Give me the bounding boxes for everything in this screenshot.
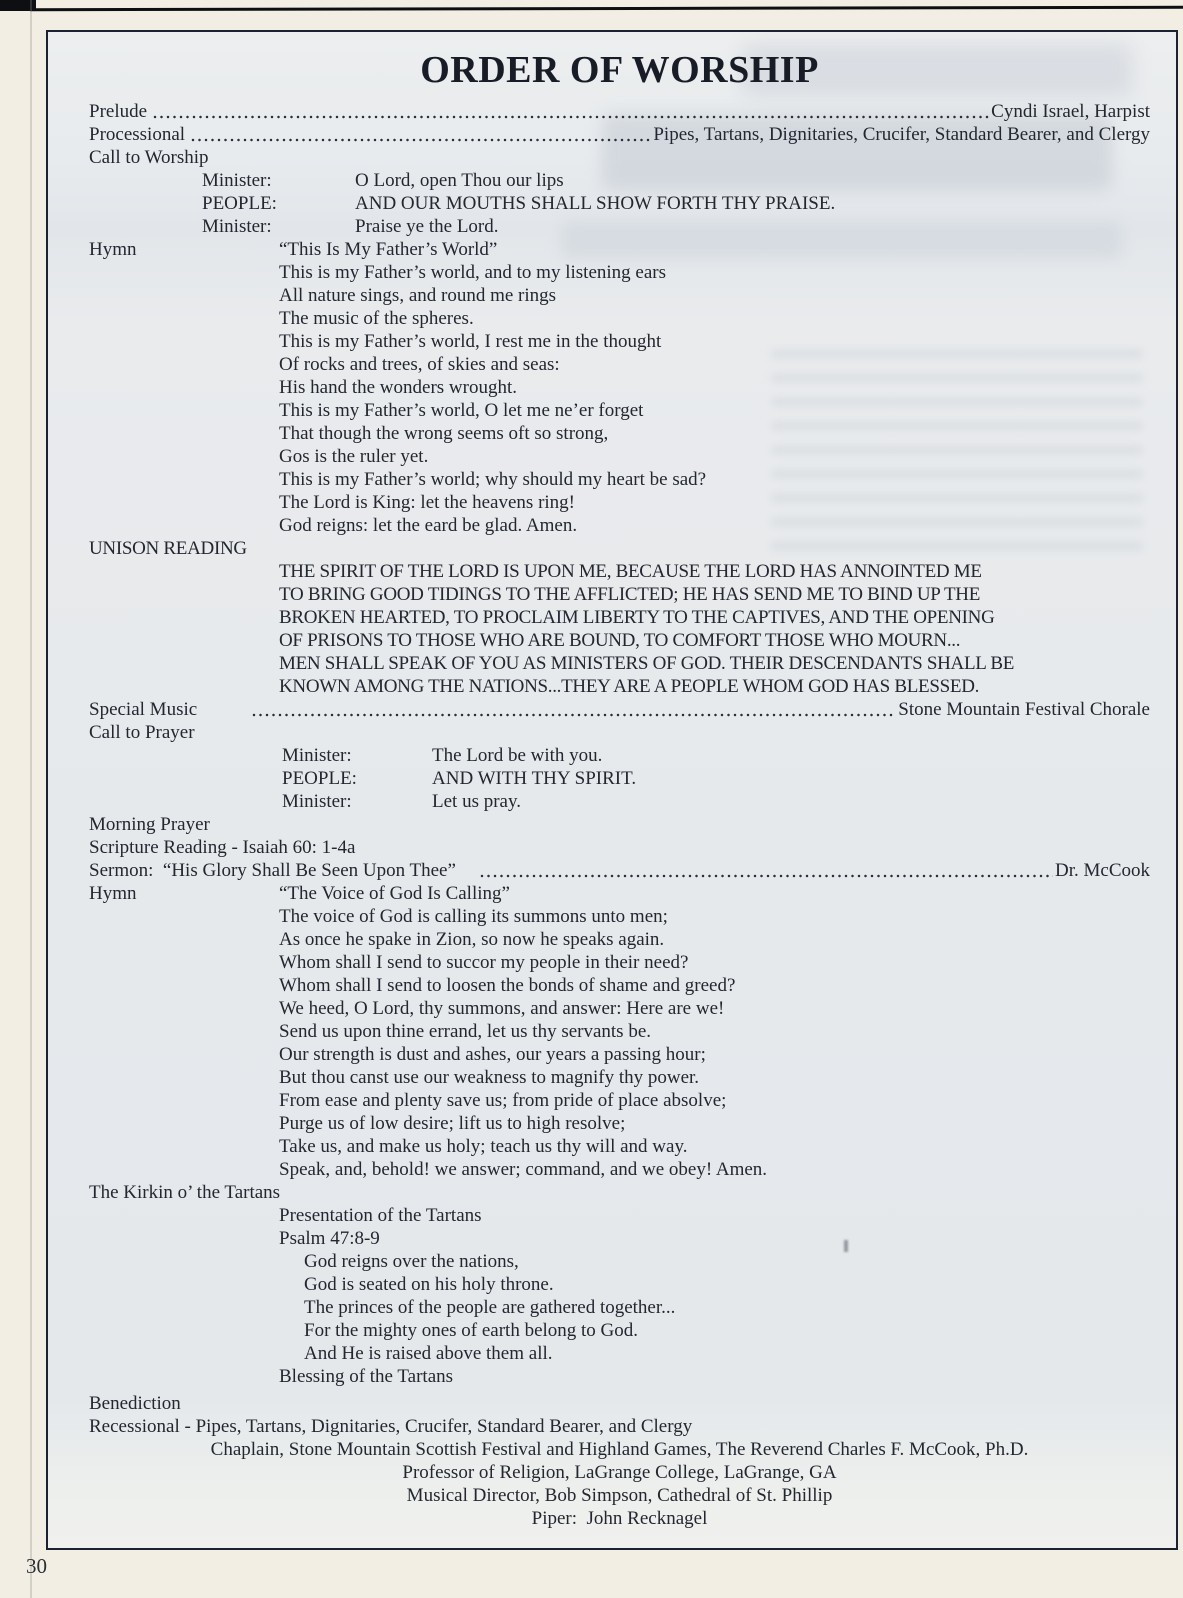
hymn2-verse-line: Take us, and make us holy; teach us thy will and way. bbox=[279, 1136, 688, 1157]
kirkin-blessing: Blessing of the Tartans bbox=[279, 1366, 454, 1387]
dialogue-row bbox=[202, 169, 1150, 192]
special-music-performer: Stone Mountain Festival Chorale bbox=[898, 699, 1150, 720]
hymn1-label: Hymn bbox=[89, 239, 137, 260]
dialogue-row bbox=[202, 215, 1150, 238]
hymn1-verse-line: That though the wrong seems oft so strong, bbox=[279, 423, 609, 444]
hymn1-title: “This Is My Father’s World” bbox=[279, 239, 498, 260]
hymn1-row bbox=[89, 238, 1150, 261]
hymn2-title: “The Voice of God Is Calling” bbox=[279, 883, 510, 904]
page-crease bbox=[30, 0, 32, 1598]
call-to-prayer-label: Call to Prayer bbox=[89, 722, 195, 743]
dialogue-row bbox=[282, 790, 1150, 813]
hymn2-verse-line: As once he spake in Zion, so now he speaks again. bbox=[279, 929, 665, 950]
kirkin-presentation: Presentation of the Tartans bbox=[279, 1205, 482, 1226]
processional-label: Processional bbox=[89, 124, 186, 145]
kirkin-label: The Kirkin o’ the Tartans bbox=[89, 1182, 281, 1203]
page-title: ORDER OF WORSHIP bbox=[420, 49, 819, 91]
hymn1-verse-line: This is my Father’s world, O let me ne’er forget bbox=[279, 400, 644, 421]
unison-reading-line: BROKEN HEARTED, TO PROCLAIM LIBERTY TO THE CAPTIVES, AND THE OPENING bbox=[279, 607, 995, 628]
prelude-performer: Cyndi Israel, Harpist bbox=[991, 101, 1150, 122]
dialogue-speaker: PEOPLE: bbox=[202, 193, 277, 214]
prelude-label: Prelude bbox=[89, 101, 148, 122]
special-music-label: Special Music bbox=[89, 699, 198, 720]
unison-reading-line: THE SPIRIT OF THE LORD IS UPON ME, BECAUSE THE LORD HAS ANNOINTED ME bbox=[279, 561, 982, 582]
dialogue-text: The Lord be with you. bbox=[432, 745, 603, 766]
hymn1-verse-line: Gos is the ruler yet. bbox=[279, 446, 429, 467]
sermon-preacher: Dr. McCook bbox=[1055, 860, 1150, 881]
credit-line: Professor of Religion, LaGrange College, LaGrange, GA bbox=[402, 1462, 837, 1483]
sermon-row bbox=[89, 859, 1150, 882]
psalm-line: For the mighty ones of earth belong to God. bbox=[304, 1320, 639, 1341]
sermon-label: Sermon: “His Glory Shall Be Seen Upon Thee” bbox=[89, 860, 456, 881]
hymn2-verse-line: Speak, and, behold! we answer; command, and we obey! Amen. bbox=[279, 1159, 768, 1180]
hymn1-verse-line: This is my Father’s world, I rest me in the thought bbox=[279, 331, 662, 352]
unison-reading-line: TO BRING GOOD TIDINGS TO THE AFFLICTED; HE HAS SEND ME TO BIND UP THE bbox=[279, 584, 980, 605]
prelude-row bbox=[89, 100, 1150, 123]
special-music-row bbox=[89, 698, 1150, 721]
unison-reading-line: OF PRISONS TO THOSE WHO ARE BOUND, TO COMFORT THOSE WHO MOURN... bbox=[279, 630, 961, 651]
dialogue-speaker: Minister: bbox=[202, 170, 272, 191]
leader-dots bbox=[153, 115, 989, 119]
hymn2-verse-line: But thou canst use our weakness to magnify thy power. bbox=[279, 1067, 700, 1088]
hymn1-verse-line: Of rocks and trees, of skies and seas: bbox=[279, 354, 560, 375]
hymn2-verse-line: Our strength is dust and ashes, our years a passing hour; bbox=[279, 1044, 706, 1065]
benediction-label: Benediction bbox=[89, 1393, 181, 1414]
dialogue-row bbox=[282, 744, 1150, 767]
hymn1-verse-line: His hand the wonders wrought. bbox=[279, 377, 517, 398]
order-of-worship-page bbox=[46, 30, 1178, 1550]
hymn2-verse-line: Purge us of low desire; lift us to high resolve; bbox=[279, 1113, 626, 1134]
dialogue-row bbox=[202, 192, 1150, 215]
dialogue-row bbox=[282, 767, 1150, 790]
dialogue-speaker: Minister: bbox=[282, 791, 352, 812]
page-number: 30 bbox=[26, 1554, 47, 1578]
unison-reading-line: KNOWN AMONG THE NATIONS...THEY ARE A PEOPLE WHOM GOD HAS BLESSED. bbox=[279, 676, 980, 697]
hymn2-verse-line: Whom shall I send to loosen the bonds of shame and greed? bbox=[279, 975, 736, 996]
call-to-worship-label: Call to Worship bbox=[89, 147, 209, 168]
scripture-reading-label: Scripture Reading - Isaiah 60: 1-4a bbox=[89, 837, 356, 858]
dialogue-speaker: Minister: bbox=[202, 216, 272, 237]
hymn2-verse-line: Whom shall I send to succor my people in their need? bbox=[279, 952, 689, 973]
psalm-line: And He is raised above them all. bbox=[304, 1343, 553, 1364]
processional-row bbox=[89, 123, 1150, 146]
hymn1-verse-line: This is my Father’s world, and to my listening ears bbox=[279, 262, 666, 283]
unison-reading-label: UNISON READING bbox=[89, 538, 247, 559]
dialogue-speaker: PEOPLE: bbox=[282, 768, 357, 789]
hymn2-verse-line: From ease and plenty save us; from pride of place absolve; bbox=[279, 1090, 727, 1111]
credit-line: Chaplain, Stone Mountain Scottish Festival and Highland Games, The Reverend Charles F. McCook, Ph.D. bbox=[210, 1439, 1029, 1460]
leader-dots bbox=[191, 138, 651, 142]
program-content bbox=[48, 32, 1176, 1530]
processional-performer: Pipes, Tartans, Dignitaries, Crucifer, Standard Bearer, and Clergy bbox=[653, 124, 1150, 145]
hymn2-verse-line: We heed, O Lord, thy summons, and answer: Here are we! bbox=[279, 998, 725, 1019]
hymn1-verse-line: This is my Father’s world; why should my heart be sad? bbox=[279, 469, 707, 490]
hymn2-verse-line: The voice of God is calling its summons unto men; bbox=[279, 906, 668, 927]
credit-line: Musical Director, Bob Simpson, Cathedral of St. Phillip bbox=[406, 1485, 833, 1506]
hymn1-verse-line: The music of the spheres. bbox=[279, 308, 474, 329]
hymn2-label: Hymn bbox=[89, 883, 137, 904]
hymn2-row bbox=[89, 882, 1150, 905]
morning-prayer-label: Morning Prayer bbox=[89, 814, 210, 835]
leader-dots bbox=[252, 713, 896, 717]
dialogue-text: Let us pray. bbox=[432, 791, 521, 812]
hymn1-verse-line: The Lord is King: let the heavens ring! bbox=[279, 492, 576, 513]
recessional-label: Recessional - Pipes, Tartans, Dignitaries, Crucifer, Standard Bearer, and Clergy bbox=[89, 1416, 693, 1437]
hymn2-verse-line: Send us upon thine errand, let us thy servants be. bbox=[279, 1021, 652, 1042]
psalm-line: God is seated on his holy throne. bbox=[304, 1274, 554, 1295]
kirkin-psalm-label: Psalm 47:8-9 bbox=[279, 1228, 380, 1249]
psalm-line: God reigns over the nations, bbox=[304, 1251, 519, 1272]
dialogue-text: O Lord, open Thou our lips bbox=[355, 170, 564, 191]
unison-reading-line: MEN SHALL SPEAK OF YOU AS MINISTERS OF GOD. THEIR DESCENDANTS SHALL BE bbox=[279, 653, 1015, 674]
hymn1-verse-line: All nature sings, and round me rings bbox=[279, 285, 557, 306]
dialogue-text: AND WITH THY SPIRIT. bbox=[432, 768, 637, 789]
dialogue-text: AND OUR MOUTHS SHALL SHOW FORTH THY PRAISE. bbox=[355, 193, 836, 214]
psalm-line: The princes of the people are gathered together... bbox=[304, 1297, 676, 1318]
leader-dots bbox=[480, 874, 1053, 878]
dialogue-text: Praise ye the Lord. bbox=[355, 216, 499, 237]
dialogue-speaker: Minister: bbox=[282, 745, 352, 766]
hymn1-verse-line: God reigns: let the eard be glad. Amen. bbox=[279, 515, 578, 536]
credit-line: Piper: John Recknagel bbox=[531, 1508, 708, 1529]
scan-edge-line bbox=[30, 6, 1183, 11]
